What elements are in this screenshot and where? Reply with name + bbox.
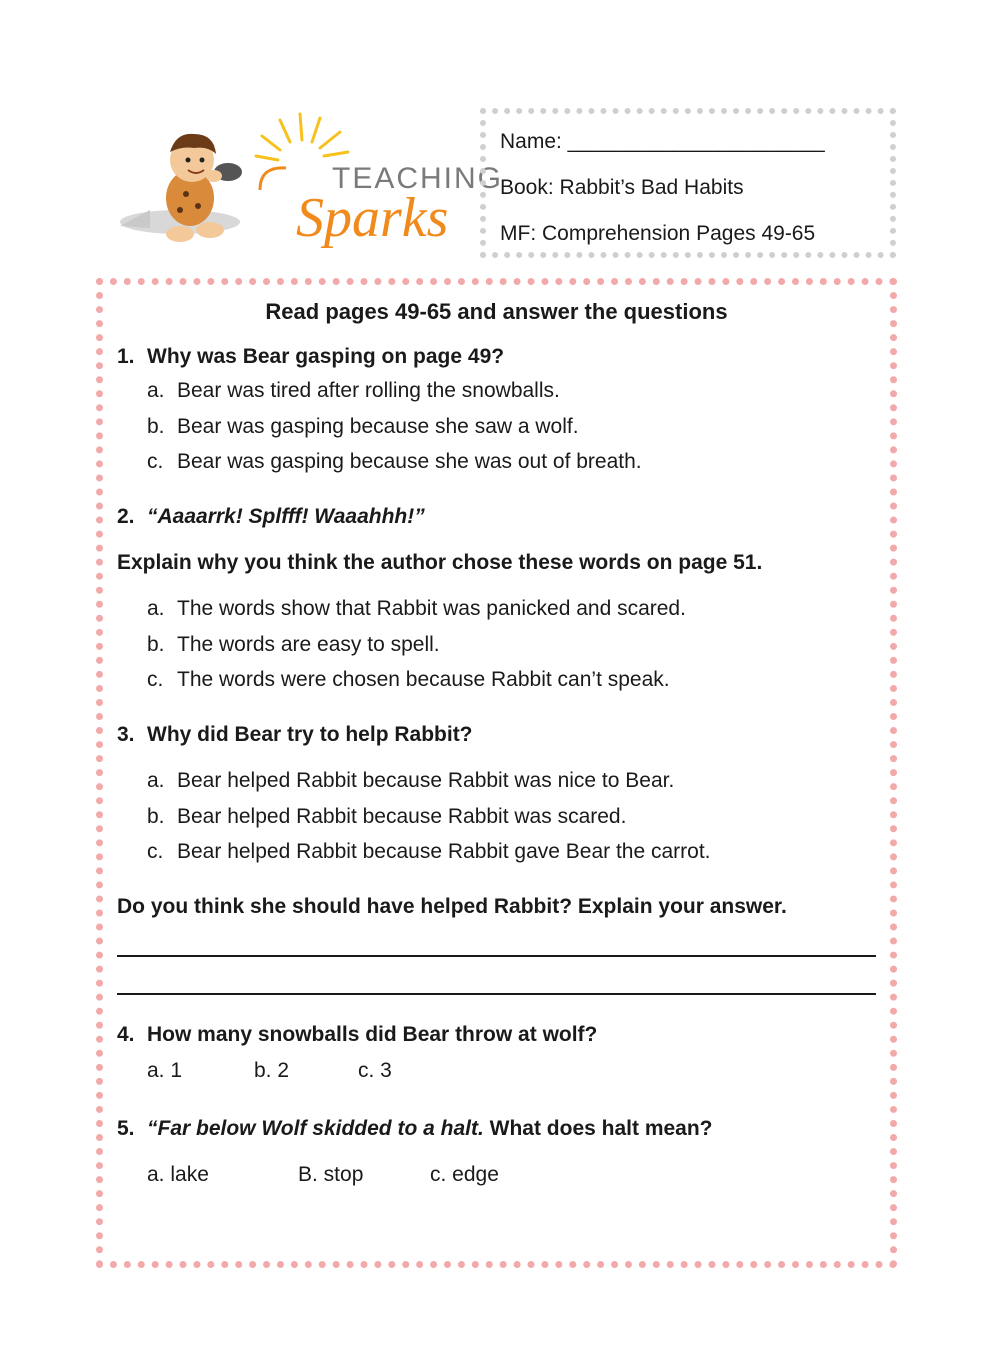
option-text: Bear was gasping because she saw a wolf. [177,415,579,438]
question-2 [117,505,876,703]
question-followup: Do you think she should have helped Rabbit? Explain your answer. [117,895,787,918]
question-number: 5. [117,1117,135,1140]
option-letter: b. [147,415,165,438]
option-letter: b. [147,805,165,828]
name-field[interactable]: Name: ______________________ [500,130,825,153]
question-text: Why did Bear try to help Rabbit? [147,723,473,746]
student-info-box [480,108,896,258]
answer-choice[interactable]: c. edge [430,1163,499,1186]
option-letter: c. [147,840,164,863]
caveman-mascot-icon [120,134,242,242]
option-text: The words were chosen because Rabbit can’t speak. [177,668,670,691]
answer-choice[interactable]: a. lake [147,1163,209,1186]
question-number: 1. [117,345,135,368]
option-text: The words are easy to spell. [177,633,440,656]
question-text: Why was Bear gasping on page 49? [147,345,505,368]
option-text: The words show that Rabbit was panicked and scared. [177,597,686,620]
option-letter: a. [147,769,165,792]
answer-option[interactable] [117,450,876,485]
question-number: 2. [117,505,135,528]
option-text: Bear helped Rabbit because Rabbit was scared. [177,805,627,828]
question-text: What does halt mean? [483,1117,713,1140]
question-number: 3. [117,723,135,746]
answer-option[interactable] [117,597,876,633]
answer-choices [117,1059,876,1089]
question-4 [117,1023,876,1089]
answer-choice[interactable]: b. 2 [254,1059,290,1082]
option-letter: a. [147,379,165,402]
mf-label: MF: Comprehension Pages 49-65 [500,222,816,245]
option-text: Bear was gasping because she was out of breath. [177,450,642,473]
answer-choice[interactable]: c. 3 [358,1059,392,1082]
option-text: Bear was tired after rolling the snowballs. [177,379,560,402]
question-prompt: Explain why you think the author chose these words on page 51. [117,551,763,574]
logo-teaching-text: TEACHING [332,162,504,195]
book-label: Book: Rabbit’s Bad Habits [500,176,744,199]
answer-option[interactable] [117,805,876,840]
option-letter: a. [147,597,165,620]
option-letter: c. [147,668,164,691]
option-text: Bear helped Rabbit because Rabbit was nice to Bear. [177,769,675,792]
worksheet-title: Read pages 49-65 and answer the questions [265,299,728,324]
option-text: Bear helped Rabbit because Rabbit gave Bear the carrot. [177,840,711,863]
answer-line[interactable] [117,957,876,995]
answer-option[interactable] [117,379,876,415]
answer-choice[interactable]: a. 1 [147,1059,183,1082]
question-5 [117,1117,876,1193]
answer-choice[interactable]: B. stop [298,1163,364,1186]
question-quote: “Aaaarrk! Splfff! Waaahhh!” [147,505,425,528]
worksheet-box [96,278,897,1268]
answer-option[interactable] [117,769,876,805]
question-3 [117,723,876,995]
answer-line[interactable] [117,929,876,957]
option-letter: c. [147,450,164,473]
answer-option[interactable] [117,415,876,450]
answer-choices [117,1163,876,1193]
sun-rays-icon [256,114,348,160]
question-number: 4. [117,1023,135,1046]
answer-option[interactable] [117,633,876,668]
answer-option[interactable] [117,668,876,703]
logo-sparks-text: Sparks [296,187,449,249]
answer-option[interactable] [117,840,876,875]
option-letter: b. [147,633,165,656]
teaching-sparks-logo [110,110,504,260]
question-1 [117,345,876,485]
question-text: How many snowballs did Bear throw at wolf? [147,1023,598,1046]
question-quote: “Far below Wolf skidded to a halt. [147,1117,484,1140]
